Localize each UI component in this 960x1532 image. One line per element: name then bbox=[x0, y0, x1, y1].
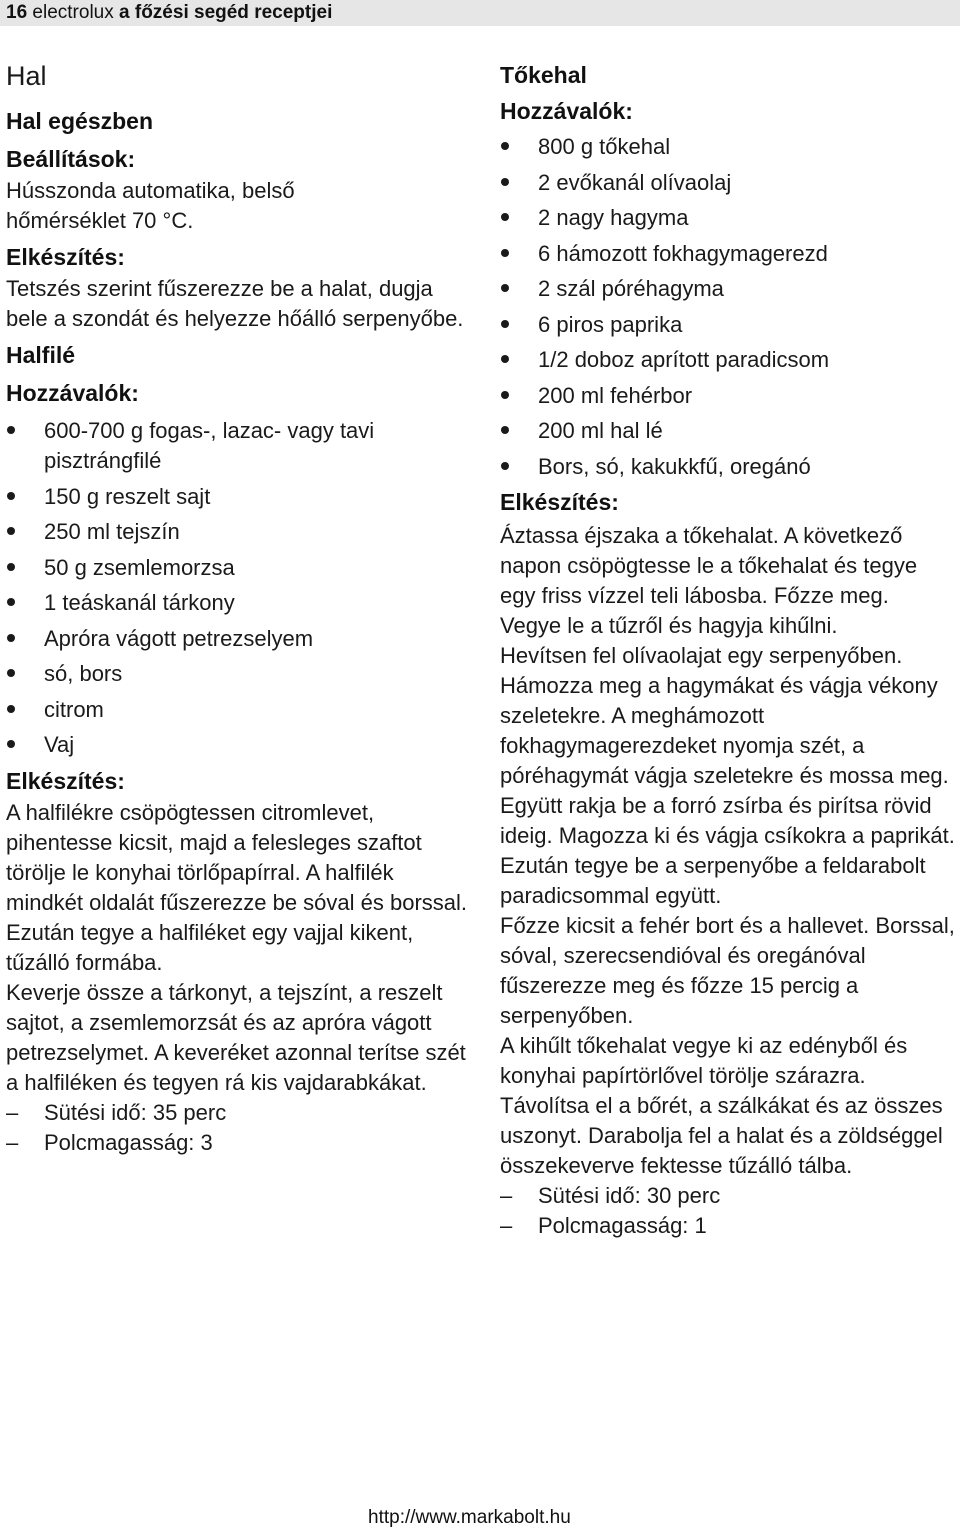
baking-info-item bbox=[500, 1211, 956, 1241]
ingredient-item: 600-700 g fogas-, lazac- vagy tavi pisztrángfilé bbox=[6, 416, 439, 476]
prep-paragraph: Főzze kicsit a fehér bort és a hallevet. Borssal, sóval, szerecsendióval és oregánóval fűszerezze meg és főzze 15 percig a serpenyőben. bbox=[500, 913, 955, 1028]
ingredient-item: 50 g zsemlemorzsa bbox=[6, 553, 476, 583]
page-number: 16 bbox=[6, 2, 28, 23]
dash-icon: – bbox=[500, 1183, 513, 1208]
ingredient-list bbox=[6, 416, 476, 760]
brand-name: electrolux bbox=[32, 2, 114, 23]
ingredient-item: 6 hámozott fokhagymagerezd bbox=[500, 239, 956, 269]
dash-icon: – bbox=[6, 1129, 19, 1155]
baking-time: Sütési idő: 30 perc bbox=[538, 1183, 721, 1208]
ingredient-item: só, bors bbox=[6, 659, 476, 689]
prep-paragraph: A halfilékre csöpögtessen citromlevet, pihentesse kicsit, majd a felesleges szaftot törölje le konyhai törlőpapírral. A halfilék mindkét oldalát fűszerezze be sóval és borssal. bbox=[6, 799, 468, 915]
baking-info-item bbox=[6, 1128, 476, 1158]
baking-info-list bbox=[6, 1098, 476, 1158]
prep-label: Elkészítés: bbox=[6, 767, 125, 794]
baking-info-item bbox=[6, 1098, 476, 1128]
prep-paragraph: Ezután tegye a halfiléket egy vajjal kikent, tűzálló formába. bbox=[6, 919, 414, 975]
recipe-title-whole-fish: Hal egészben bbox=[6, 108, 153, 134]
baking-info-item bbox=[500, 1181, 956, 1211]
ingredient-item: 250 ml tejszín bbox=[6, 517, 476, 547]
dash-icon: – bbox=[500, 1213, 513, 1238]
prep-paragraph: Áztassa éjszaka a tőkehalat. A következő napon csöpögtesse le a tőkehalat és tegye egy friss vízzel teli lábosba. Főzze meg. Vegye le a tűzről és hagyja kihűlni. bbox=[500, 523, 918, 638]
ingredient-item: Vaj bbox=[6, 730, 476, 760]
ingredient-item: 1/2 doboz aprított paradicsom bbox=[500, 345, 956, 375]
ingredients-label: Hozzávalók: bbox=[6, 380, 139, 406]
section-title: Hal bbox=[6, 61, 47, 91]
ingredient-item: Apróra vágott petrezselyem bbox=[6, 624, 476, 654]
prep-label: Elkészítés: bbox=[500, 489, 619, 515]
ingredient-item: 6 piros paprika bbox=[500, 310, 956, 340]
dash-icon: – bbox=[6, 1099, 19, 1125]
ingredient-item: 1 teáskanál tárkony bbox=[6, 588, 476, 618]
header-title: a főzési segéd receptjei bbox=[119, 2, 333, 23]
page-header bbox=[0, 0, 960, 26]
ingredient-list bbox=[500, 132, 956, 482]
recipe-title-cod: Tőkehal bbox=[500, 62, 587, 88]
ingredient-item: 200 ml fehérbor bbox=[500, 381, 956, 411]
baking-info-list bbox=[500, 1181, 956, 1241]
ingredient-item: citrom bbox=[6, 695, 476, 725]
ingredient-item: 2 szál póréhagyma bbox=[500, 274, 956, 304]
ingredient-item: 200 ml hal lé bbox=[500, 416, 956, 446]
shelf-level: Polcmagasság: 3 bbox=[44, 1129, 213, 1155]
left-column bbox=[6, 58, 476, 1158]
baking-time: Sütési idő: 35 perc bbox=[44, 1099, 227, 1125]
shelf-level: Polcmagasság: 1 bbox=[538, 1213, 707, 1238]
ingredient-item: 800 g tőkehal bbox=[500, 132, 956, 162]
prep-paragraph: Hevítsen fel olívaolajat egy serpenyőben. Hámozza meg a hagymákat és vágja vékony szeletekre. A meghámozott fokhagymagerezdeket nyomja szét, a póréhagymát vágja szeletekre és mossa meg. Együtt rakja be a forró zsírba és pirítsa rövid ideig. Magozza ki és vágja csíkokra a paprikát. Ezután tegye be a serpenyőbe a feldarabolt paradicsommal együtt. bbox=[500, 643, 955, 908]
prep-paragraph: A kihűlt tőkehalat vegye ki az edényből és konyhai papírtörlővel törölje szárazra. Távolítsa el a bőrét, a szálkákat és az összes uszonyt. Darabolja fel a halat és a zöldséggel összekeverve fektesse tűzálló tálba. bbox=[500, 1033, 943, 1178]
ingredients-label: Hozzávalók: bbox=[500, 98, 633, 124]
settings-label: Beállítások: bbox=[6, 146, 136, 172]
recipe-title-fish-fillet: Halfilé bbox=[6, 342, 76, 368]
prep-label: Elkészítés: bbox=[6, 244, 125, 270]
ingredient-item: 2 nagy hagyma bbox=[500, 203, 956, 233]
ingredient-item: 150 g reszelt sajt bbox=[6, 482, 476, 512]
prep-text: Tetszés szerint fűszerezze be a halat, dugja bele a szondát és helyezze hőálló serpenyőbe. bbox=[6, 276, 464, 331]
ingredient-item: Bors, só, kakukkfű, oregánó bbox=[500, 452, 956, 482]
settings-text: Hússzonda automatika, belső hőmérséklet 70 °C. bbox=[6, 178, 295, 233]
right-column bbox=[500, 58, 956, 1241]
prep-paragraph: Keverje össze a tárkonyt, a tejszínt, a reszelt sajtot, a zsemlemorzsát és az apróra vágott petrezselymet. A keveréket azonnal terítse szét a halfiléken és tegyen rá kis vajdarabkákat. bbox=[6, 979, 466, 1095]
ingredient-item: 2 evőkanál olívaolaj bbox=[500, 168, 956, 198]
footer-url: http://www.markabolt.hu bbox=[368, 1507, 571, 1528]
